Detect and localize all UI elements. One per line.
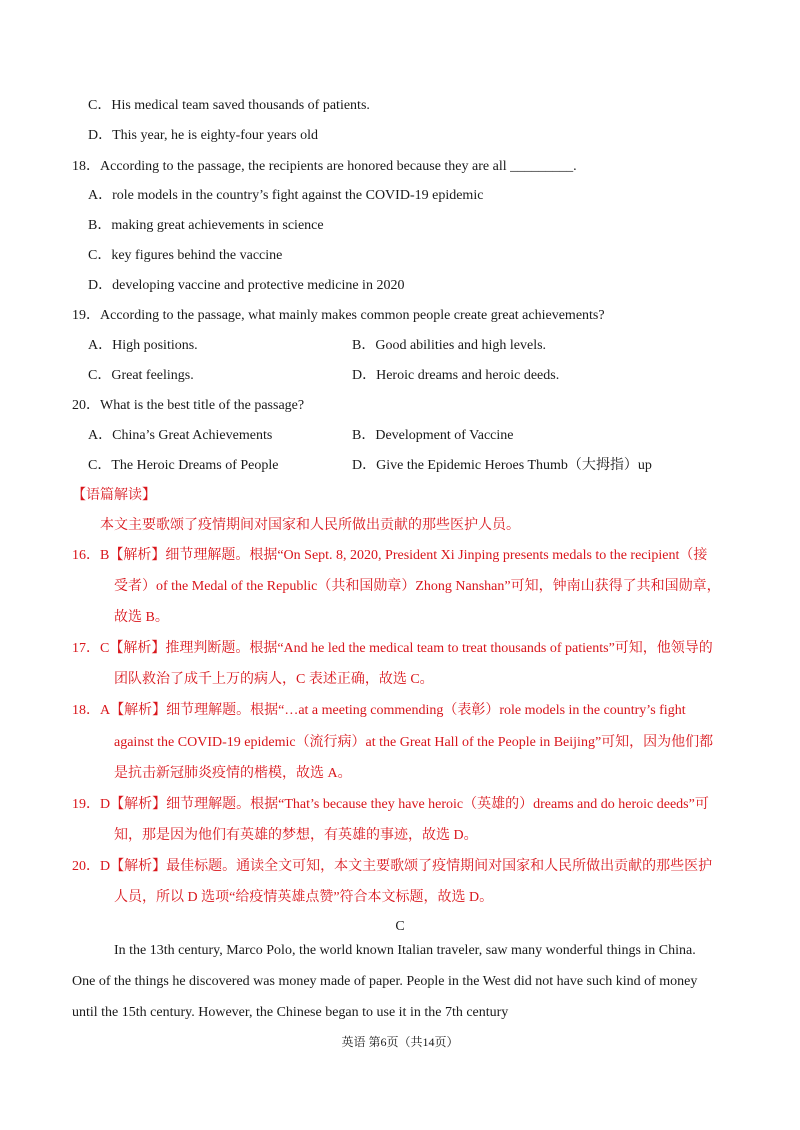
analysis-19-line-1: 19．D【解析】细节理解题。根据“That’s because they have heroic（英雄的）dreams and do heroic deeds”可 — [72, 797, 709, 812]
q17-option-d: D．This year, he is eighty-four years old — [88, 128, 318, 143]
q19-option-b: B．Good abilities and high levels. — [352, 338, 547, 353]
q19-option-c: C．Great feelings. — [88, 368, 194, 383]
q20-option-a: A．China’s Great Achievements — [88, 428, 273, 443]
passage-c-line-2: One of the things he discovered was money made of paper. People in the West did not have such kind of money — [72, 974, 698, 989]
analysis-18-line-2: against the COVID-19 epidemic（流行病）at the Great Hall of the People in Beijing”可知，因为他们都 — [114, 735, 714, 750]
q20-option-c: C．The Heroic Dreams of People — [88, 458, 279, 473]
q19-option-a: A．High positions. — [88, 338, 198, 353]
q18-option-c: C．key figures behind the vaccine — [88, 248, 283, 263]
analysis-heading: 【语篇解读】 — [72, 488, 156, 503]
q18-option-a: A．role models in the country’s fight against the COVID-19 epidemic — [88, 188, 484, 203]
q17-option-c: C．His medical team saved thousands of patients. — [88, 98, 370, 113]
analysis-19-line-2: 知，那是因为他们有英雄的梦想，有英雄的事迹，故选 D。 — [114, 828, 478, 843]
q20-option-b: B．Development of Vaccine — [352, 428, 514, 443]
q20-stem: 20．What is the best title of the passage? — [72, 398, 305, 413]
q19-stem: 19．According to the passage, what mainly makes common people create great achievements? — [72, 308, 605, 323]
q18-option-d: D．developing vaccine and protective medicine in 2020 — [88, 278, 405, 293]
analysis-17-line-1: 17．C【解析】推理判断题。根据“And he led the medical team to treat thousands of patients”可知，他领导的 — [72, 641, 713, 656]
analysis-20-line-1: 20．D【解析】最佳标题。通读全文可知，本文主要歌颂了疫情期间对国家和人民所做出贡献的那些医护 — [72, 859, 713, 874]
analysis-16-line-1: 16．B【解析】细节理解题。根据“On Sept. 8, 2020, President Xi Jinping presents medals to the recipient（接 — [72, 548, 708, 563]
q19-option-d: D．Heroic dreams and heroic deeds. — [352, 368, 560, 383]
analysis-20-line-2: 人员，所以 D 选项“给疫情英雄点赞”符合本文标题，故选 D。 — [114, 890, 494, 905]
q18-stem: 18．According to the passage, the recipients are honored because they are all _________. — [72, 159, 577, 174]
analysis-17-line-2: 团队救治了成千上万的病人，C 表述正确，故选 C。 — [114, 672, 434, 687]
passage-c-line-3: until the 15th century. However, the Chinese began to use it in the 7th century — [72, 1005, 509, 1020]
analysis-18-line-3: 是抗击新冠肺炎疫情的楷模，故选 A。 — [114, 766, 352, 781]
passage-c-line-1: In the 13th century, Marco Polo, the world known Italian traveler, saw many wonderful things in China. — [114, 943, 696, 958]
passage-c-label: C — [395, 919, 405, 934]
analysis-18-line-1: 18．A【解析】细节理解题。根据“…at a meeting commending（表彰）role models in the country’s fight — [72, 703, 686, 718]
analysis-16-line-2: 受者）of the Medal of the Republic（共和国勋章）Zhong Nanshan”可知，钟南山获得了共和国勋章， — [114, 579, 721, 594]
q20-option-d: D．Give the Epidemic Heroes Thumb（大拇指）up — [352, 458, 652, 473]
page-footer: 英语 第6页（共14页） — [341, 1035, 459, 1049]
analysis-16-line-3: 故选 B。 — [114, 610, 169, 625]
analysis-summary: 本文主要歌颂了疫情期间对国家和人民所做出贡献的那些医护人员。 — [100, 518, 520, 533]
q18-option-b: B．making great achievements in science — [88, 218, 324, 233]
